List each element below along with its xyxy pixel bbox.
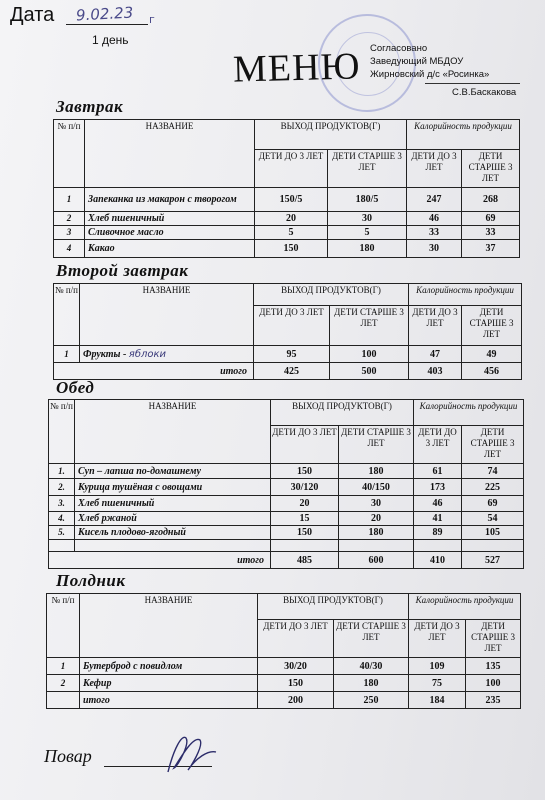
header-cal-under3: ДЕТИ ДО 3 ЛЕТ [407,150,462,188]
table-row: 2. Курица тушёная с овощами 30/120 40/150 173 225 [49,479,524,496]
header-output: ВЫХОД ПРОДУКТОВ(Г) [258,594,409,620]
header-output: ВЫХОД ПРОДУКТОВ(Г) [255,120,407,150]
header-cal-over3: ДЕТИ СТАРШЕ 3 ЛЕТ [462,150,520,188]
header-cal-under3: ДЕТИ ДО 3 ЛЕТ [414,426,462,464]
header-calories: Калорийность продукции [407,120,520,150]
header-out-under3: ДЕТИ ДО 3 ЛЕТ [254,306,330,346]
header-out-over3: ДЕТИ СТАРШЕ 3 ЛЕТ [339,426,414,464]
header-calories: Калорийность продукции [414,400,524,426]
date-value: 9.02.23 [75,3,134,25]
dish-name: Бутерброд с повидлом [80,658,258,675]
header-out-over3: ДЕТИ СТАРШЕ 3 ЛЕТ [334,620,409,658]
page-title: МЕНЮ [232,45,362,91]
table-row: 1 Бутерброд с повидлом 30/20 40/30 109 135 [47,658,521,675]
header-no: № п/п [49,400,75,464]
header-calories: Калорийность продукции [409,594,521,620]
header-name: НАЗВАНИЕ [80,284,254,346]
header-cal-under3: ДЕТИ ДО 3 ЛЕТ [409,620,466,658]
dish-name: Сливочное масло [85,226,255,240]
approval-signature-line [425,83,520,84]
second-breakfast-table [53,283,522,380]
breakfast-table [53,119,520,258]
total-label: итого [80,692,258,709]
header-out-under3: ДЕТИ ДО 3 ЛЕТ [258,620,334,658]
date-suffix: г [149,13,155,26]
day-label: 1 день [92,33,129,47]
dish-name: Фрукты - яблоки [80,346,254,363]
section-title-snack: Полдник [56,571,126,590]
lunch-table [48,399,524,569]
header-name: НАЗВАНИЕ [80,594,258,658]
header-out-under3: ДЕТИ ДО 3 ЛЕТ [255,150,328,188]
header-output: ВЫХОД ПРОДУКТОВ(Г) [254,284,409,306]
approval-line-2: Заведующий МБДОУ [370,56,464,67]
snack-table [46,593,521,709]
table-row: 5. Кисель плодово-ягодный 150 180 89 105 [49,526,524,540]
approval-line-3: Жирновский д/с «Росинка» [370,69,490,80]
date-label: Дата [10,4,55,26]
table-row: 1. Суп – лапша по-домашнему 150 180 61 74 [49,464,524,479]
dish-name: Курица тушёная с овощами [75,479,271,496]
section-title-second-breakfast: Второй завтрак [56,261,189,280]
table-row: 2 Хлеб пшеничный 20 30 46 69 [54,212,520,226]
dish-name: Какао [85,240,255,258]
section-title-breakfast: Завтрак [56,97,124,116]
header-out-over3: ДЕТИ СТАРШЕ 3 ЛЕТ [330,306,409,346]
dish-name: Хлеб пшеничный [75,496,271,512]
header-output: ВЫХОД ПРОДУКТОВ(Г) [271,400,414,426]
cook-label: Повар [44,746,92,766]
table-row: 3 Сливочное масло 5 5 33 33 [54,226,520,240]
approval-line-1: Согласовано [370,43,428,54]
cook-signature [160,728,220,778]
header-out-under3: ДЕТИ ДО 3 ЛЕТ [271,426,339,464]
header-no: № п/п [54,284,80,346]
dish-name: Кисель плодово-ягодный [75,526,271,540]
table-row: 2 Кефир 150 180 75 100 [47,675,521,692]
table-row: 1 Запеканка из макарон с творогом 150/5 180/5 247 268 [54,188,520,212]
header-name: НАЗВАНИЕ [85,120,255,188]
dish-name: Суп – лапша по-домашнему [75,464,271,479]
header-no: № п/п [54,120,85,188]
table-row: 1 Фрукты - яблоки 95 100 47 49 [54,346,522,363]
approval-block [370,42,517,98]
header-no: № п/п [47,594,80,658]
table-row: 3. Хлеб пшеничный 20 30 46 69 [49,496,524,512]
header-cal-over3: ДЕТИ СТАРШЕ 3 ЛЕТ [462,306,522,346]
header-calories: Калорийность продукции [409,284,522,306]
total-row: итого 485 600 410 527 [49,552,524,569]
header-cal-over3: ДЕТИ СТАРШЕ 3 ЛЕТ [466,620,521,658]
total-label: итого [54,363,254,380]
section-title-lunch: Обед [56,378,95,397]
dish-name: Кефир [80,675,258,692]
dish-name: Хлеб пшеничный [85,212,255,226]
total-label: итого [49,552,271,569]
header-cal-over3: ДЕТИ СТАРШЕ 3 ЛЕТ [462,426,524,464]
header-cal-under3: ДЕТИ ДО 3 ЛЕТ [409,306,462,346]
header-name: НАЗВАНИЕ [75,400,271,464]
total-row: итого 200 250 184 235 [47,692,521,709]
table-row: 4 Какао 150 180 30 37 [54,240,520,258]
approval-name: С.В.Баскакова [452,87,517,98]
table-row-empty [49,540,524,552]
header-out-over3: ДЕТИ СТАРШЕ 3 ЛЕТ [328,150,407,188]
total-row: итого 425 500 403 456 [54,363,522,380]
table-row: 4. Хлеб ржаной 15 20 41 54 [49,512,524,526]
dish-handwritten-note: яблоки [128,348,167,360]
dish-name: Хлеб ржаной [75,512,271,526]
dish-name: Запеканка из макарон с творогом [85,188,255,212]
